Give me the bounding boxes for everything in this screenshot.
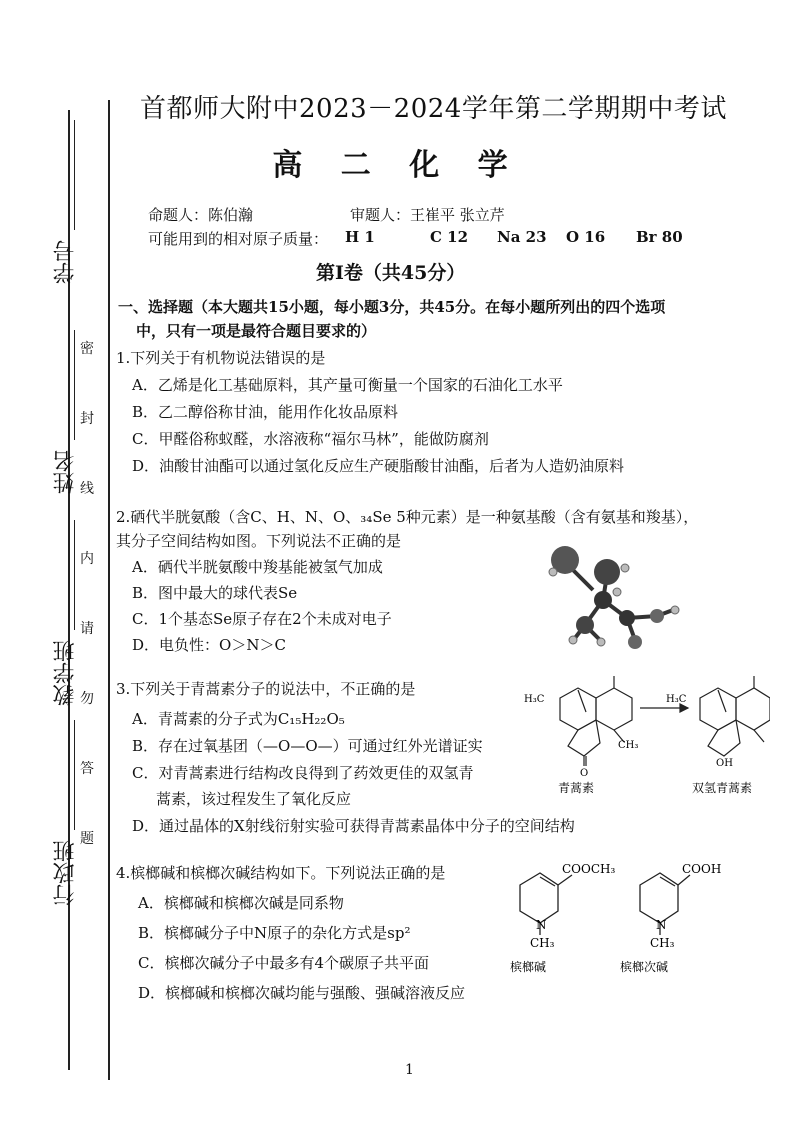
methyl-label: H₃C [666,694,687,705]
hydroxyl-label: OH [716,758,733,769]
oxygen-atom [650,609,664,623]
carbon-atom [594,559,620,585]
question-1-stem: 1.下列关于有机物说法错误的是 [116,349,326,367]
atomic-mass-na: Na 23 [497,228,547,246]
seal-char: 题 [80,831,94,847]
atomic-mass-label: 可能用到的相对原子质量： [148,230,329,248]
question-4-option-b: B．槟榔碱分子中N原子的杂化方式是sp² [138,924,411,942]
methyl-label: CH₃ [650,936,675,950]
arecoline-structures-figure [500,855,760,985]
atomic-mass-o: O 16 [566,228,606,246]
methyl-label: CH₃ [618,740,639,751]
carbon-atom [594,591,612,609]
question-4-option-c: C．槟榔次碱分子中最多有4个碳原子共平面 [138,954,430,972]
name-blank [74,330,75,440]
section-instruction: 中，只有一项是最符合题目要求的） [136,322,377,340]
student-id-label: 学号 [53,240,78,284]
artemisinin-label: 青蒿素 [558,781,595,795]
nitrogen-label: N [536,918,547,932]
question-4-stem: 4.槟榔碱和槟榔次碱结构如下。下列说法正确的是 [116,864,446,882]
seal-char: 请 [80,621,94,637]
question-3-option-b: B．存在过氧基团（—O—O—）可通过红外光谱证实 [132,737,483,755]
page-number: 1 [405,1062,414,1078]
question-1-option-c: C．甲醛俗称蚁醛，水溶液称“福尔马林”，能做防腐剂 [132,430,489,448]
section-title: 第Ⅰ卷（共45分） [316,262,466,284]
artemisinin-structures-figure [520,668,770,798]
seal-char: 内 [80,551,94,567]
carbon-atom [619,610,635,626]
exam-title: 首都师大附中2023－2024学年第二学期期中考试 [140,94,727,124]
question-2-stem: 2.硒代半胱氨酸（含C、H、N、O、₃₄Se 5种元素）是一种氨基酸（含有氨基和羧基）， [116,508,699,526]
seal-char: 答 [80,761,94,777]
reviewer-line: 审题人：王崔平 张立芹 [350,206,505,224]
teaching-class-label: 教学班 [53,640,78,706]
binding-line-right [108,100,110,1080]
question-4-option-a: A．槟榔碱和槟榔次碱是同系物 [138,894,344,912]
question-2-option-c: C．1个基态Se原子存在2个未成对电子 [132,610,392,628]
seal-char: 线 [80,481,94,497]
question-2-option-b: B．图中最大的球代表Se [132,584,298,602]
nitrogen-label: N [656,918,667,932]
question-1-option-a: A．乙烯是化工基础原料，其产量可衡量一个国家的石油化工水平 [132,376,563,394]
selenocysteine-ball-stick-figure [545,540,695,660]
teaching-class-blank [74,520,75,630]
question-3-stem: 3.下列关于青蒿素分子的说法中，不正确的是 [116,680,416,698]
question-3-option-d: D．通过晶体的X射线衍射实验可获得青蒿素晶体中分子的空间结构 [132,817,575,835]
seal-char: 勿 [80,691,94,707]
question-2-option-a: A．硒代半胱氨酸中羧基能被氢气加成 [132,558,383,576]
question-3-option-c: C．对青蒿素进行结构改良得到了药效更佳的双氢青 [132,764,474,782]
methyl-label: H₃C [524,694,545,705]
question-4-option-d: D．槟榔碱和槟榔次碱均能与强酸、强碱溶液反应 [138,984,466,1002]
question-2-option-d: D．电负性：O＞N＞C [132,636,286,654]
question-1-option-b: B．乙二醇俗称甘油，能用作化妆品原料 [132,403,399,421]
admin-class-blank [74,720,75,830]
nitrogen-atom [576,616,594,634]
admin-class-label: 行政班 [53,840,78,906]
setter-line: 命题人：陈伯瀚 [148,206,254,224]
ester-group-label: COOCH₃ [562,862,616,876]
oxygen-atom [628,635,642,649]
atomic-mass-h: H 1 [345,228,375,246]
arecaidine-label: 槟榔次碱 [620,960,669,974]
question-3-option-c-cont: 蒿素，该过程发生了氧化反应 [156,790,352,808]
question-2-stem: 其分子空间结构如图。下列说法不正确的是 [116,532,402,550]
name-label: 姓名 [53,450,78,494]
methyl-label: CH₃ [530,936,555,950]
carboxyl-group-label: COOH [682,862,722,876]
seal-char: 密 [80,341,94,357]
question-3-option-a: A．青蒿素的分子式为C₁₅H₂₂O₅ [132,710,345,728]
atomic-mass-br: Br 80 [636,228,683,246]
section-instruction: 一、选择题（本大题共15小题，每小题3分，共45分。在每小题所列出的四个选项 [118,298,666,316]
dihydroartemisinin-label: 双氢青蒿素 [692,781,753,795]
arecoline-label: 槟榔碱 [510,960,547,974]
seal-char: 封 [80,411,94,427]
question-1-option-d: D．油酸甘油酯可以通过氢化反应生产硬脂酸甘油酯，后者为人造奶油原料 [132,457,625,475]
subject-title: 高 二 化 学 [272,148,522,183]
atomic-mass-c: C 12 [430,228,469,246]
oxygen-label: O [580,768,589,779]
